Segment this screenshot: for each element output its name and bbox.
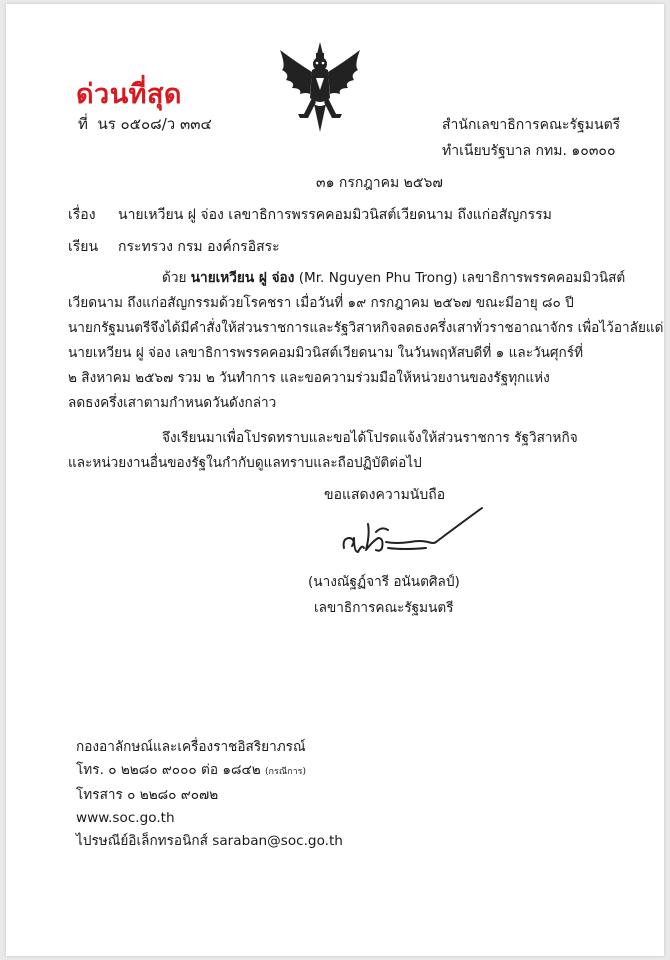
document-date: ๓๑ กรกฎาคม ๒๕๖๗: [316, 175, 443, 191]
urgency-heading: ด่วนที่สุด: [76, 79, 182, 110]
document-number: [78, 112, 212, 136]
body-paragraph: [68, 266, 664, 416]
footer-website: www.soc.go.th: [76, 810, 175, 826]
subject-line: [68, 204, 552, 226]
deceased-name: นายเหวียน ฝู จ่อง: [190, 270, 295, 286]
document-page: [6, 4, 664, 956]
footer-telephone-number: โทร. ๐ ๒๒๘๐ ๙๐๐๐ ต่อ ๑๘๔๒: [76, 762, 261, 778]
body-line-5: ๒ สิงหาคม ๒๕๖๗ รวม ๒ วันทำการ และขอความร่วมมือให้หน่วยงานของรัฐทุกแห่ง: [68, 370, 550, 386]
footer-fax: โทรสาร ๐ ๒๒๘๐ ๙๐๗๒: [76, 787, 219, 803]
footer-department: กองอาลักษณ์และเครื่องราชอิสริยาภรณ์: [76, 739, 306, 755]
garuda-emblem-icon: [276, 40, 364, 136]
footer-email: ไปรษณีย์อิเล็กทรอนิกส์ saraban@soc.go.th: [76, 833, 343, 849]
body-line-2: เวียดนาม ถึงแก่อสัญกรรมด้วยโรคชรา เมื่อวันที่ ๑๙ กรกฎาคม ๒๕๖๗ ขณะมีอายุ ๘๐ ปี: [68, 295, 574, 311]
body-line-1-rest: (Mr. Nguyen Phu Trong) เลขาธิการพรรคคอมมิวนิสต์: [298, 270, 626, 286]
closing-regards: ขอแสดงความนับถือ: [324, 487, 446, 503]
body-line-4: นายเหวียน ฝู จ่อง เลขาธิการพรรคคอมมิวนิสต์เวียดนาม ในวันพฤหัสบดีที่ ๑ และวันศุกร์ที่: [68, 345, 584, 361]
closing-line-2: และหน่วยงานอื่นของรัฐในกำกับดูแลทราบและถือปฏิบัติต่อไป: [68, 455, 422, 471]
addressee-line: [68, 236, 280, 258]
closing-line-1: จึงเรียนมาเพื่อโปรดทราบและขอได้โปรดแจ้งให้ส่วนราชการ รัฐวิสาหกิจ: [162, 430, 578, 446]
body-line-1-lead: ด้วย: [162, 270, 187, 286]
signer-name: (นางณัฐฏ์จารี อนันตศิลป์): [308, 574, 460, 590]
contact-footer: [76, 736, 343, 853]
issuer-location: ทำเนียบรัฐบาล กทม. ๑๐๓๐๐: [442, 143, 616, 159]
subject-text: นายเหวียน ฝู จ่อง เลขาธิการพรรคคอมมิวนิสต์เวียดนาม ถึงแก่อสัญกรรม: [118, 207, 552, 223]
footer-telephone-note: (กรณีการ): [265, 767, 307, 777]
subject-label: เรื่อง: [68, 207, 96, 223]
document-number-label: ที่: [78, 115, 88, 133]
issuer-office: สำนักเลขาธิการคณะรัฐมนตรี: [442, 117, 621, 133]
footer-telephone: [76, 759, 343, 784]
signature-image: [336, 504, 486, 564]
signer-position: เลขาธิการคณะรัฐมนตรี: [314, 600, 454, 616]
issuer-address: [442, 112, 620, 164]
addressee-text: กระทรวง กรม องค์กรอิสระ: [118, 239, 280, 255]
document-number-value: นร ๐๕๐๘/ว ๓๓๔: [97, 115, 212, 133]
body-line-6: ลดธงครึ่งเสาตามกำหนดวันดังกล่าว: [68, 395, 277, 411]
addressee-label: เรียน: [68, 239, 99, 255]
body-line-1: [68, 266, 628, 291]
closing-paragraph: [68, 426, 628, 476]
body-line-3: นายกรัฐมนตรีจึงได้มีคำสั่งให้ส่วนราชการและรัฐวิสาหกิจลดธงครึ่งเสาทั่วราชอาณาจักร เพื่อไว้อาลัยแด่: [68, 320, 664, 336]
